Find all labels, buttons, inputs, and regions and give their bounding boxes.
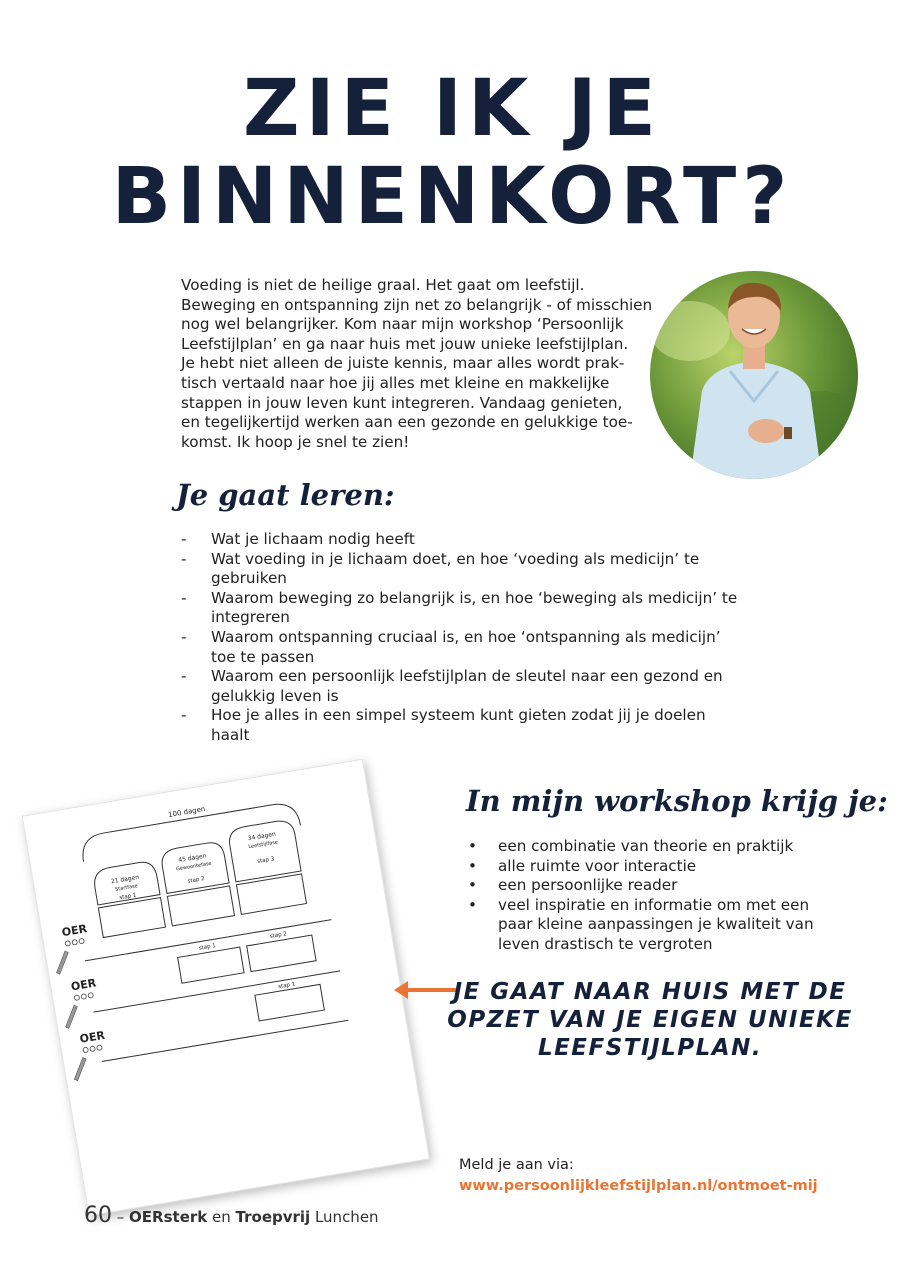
footer-connector: en (207, 1208, 236, 1226)
intro-line: nog wel belangrijker. Kom naar mijn workshop ‘Persoonlijk (181, 315, 624, 334)
worksheet-top-label: 100 dagen (167, 804, 206, 820)
callout-text (445, 978, 855, 1062)
dash-marker: - (181, 667, 187, 686)
bullet-marker: • (468, 895, 477, 914)
intro-line: tisch vertaald naar hoe jij alles met kleine en makkelijke (181, 373, 610, 392)
intro-line: Voeding is niet de heilige graal. Het gaat om leefstijl. (181, 276, 585, 294)
footer-separator: – (112, 1208, 130, 1226)
learn-heading: Je gaat leren: (176, 478, 395, 512)
worksheet-row-label: OER (78, 1028, 106, 1046)
list-item: - Waarom ontspanning cruciaal is, en hoe ‘ontspanning als medicijn’ toe te passen (181, 627, 721, 666)
list-item: - Hoe je alles in een simpel systeem kunt gieten zodat jij je doelen haalt (181, 706, 706, 744)
worksheet-phase-step: stap 3 (256, 856, 275, 865)
footer-suffix: Lunchen (310, 1208, 379, 1226)
dash-marker: - (181, 627, 187, 646)
intro-line: Leefstijlplan’ en ga naar huis met jouw unieke leefstijlplan. (181, 334, 629, 353)
list-item: - Waarom beweging zo belangrijk is, en hoe ‘beweging als medicijn’ te integreren (181, 588, 738, 627)
worksheet-phase-days: 45 dagen (177, 852, 208, 864)
intro-line: stappen in jouw leven kunt integreren. Vandaag genieten, (181, 393, 623, 412)
intro-line: komst. Ik hoop je snel te zien! (181, 432, 410, 451)
list-item: • een persoonlijke reader (468, 876, 678, 895)
worksheet-phase-name: Gewoontefase (175, 860, 213, 873)
bullet-marker: • (468, 837, 477, 855)
list-item: - Wat je lichaam nodig heeft (181, 530, 415, 548)
list-item: • een combinatie van theorie en praktijk (468, 837, 794, 855)
page-number: 60 (84, 1203, 112, 1228)
footer-brand-2: Troepvrij (235, 1208, 311, 1226)
worksheet-phase-name: Startfase (114, 883, 139, 893)
signup-label: Meld je aan via: (459, 1157, 574, 1173)
worksheet-phase-days: 21 dagen (110, 873, 140, 886)
worksheet-phase-step: stap 2 (187, 876, 206, 885)
list-item: • veel inspiratie en informatie om met een paar kleine aanpassingen je kwaliteit van leven drastisch te vergroten (468, 895, 814, 953)
worksheet-row-label: OER (69, 976, 98, 994)
bullet-marker: • (468, 856, 477, 875)
worksheet-phase-step: stap 1 (119, 892, 137, 902)
page-title-line-1: ZIE IK JE (243, 64, 662, 154)
worksheet-row-step: stap 1 (277, 981, 296, 991)
worksheet-row-step: stap 2 (269, 931, 288, 940)
intro-line: Beweging en ontspanning zijn net zo belangrijk - of misschien (181, 295, 653, 314)
signup-link[interactable]: www.persoonlijkleefstijlplan.nl/ontmoet-mij (459, 1178, 818, 1194)
list-item: - Wat voeding in je lichaam doet, en hoe ‘voeding als medicijn’ te gebruiken (181, 549, 700, 588)
worksheet-row-label: OER (60, 922, 89, 940)
dash-marker: - (181, 530, 187, 548)
callout-line: OPZET VAN JE EIGEN UNIEKE (447, 1007, 853, 1033)
bullet-marker: • (468, 876, 477, 895)
dash-marker: - (181, 706, 187, 725)
worksheet-row-step: stap 1 (198, 943, 217, 952)
workshop-heading: In mijn workshop krijg je: (466, 784, 888, 818)
dash-marker: - (181, 588, 187, 607)
intro-line: Je hebt niet alleen de juiste kennis, maar alles wordt prak- (181, 354, 625, 373)
worksheet-phase-days: 34 dagen (247, 830, 277, 843)
footer-brand-1: OERsterk (129, 1208, 208, 1226)
list-item: • alle ruimte voor interactie (468, 856, 697, 875)
intro-line: en tegelijkertijd werken aan een gezonde en gelukkige toe- (181, 413, 633, 432)
callout-line: LEEFSTIJLPLAN. (537, 1035, 763, 1061)
list-item: - Waarom een persoonlijk leefstijlplan de sleutel naar een gezond en gelukkig leven is (181, 667, 723, 705)
page-footer (84, 1203, 379, 1228)
worksheet-phase-name: Leefstijlfase (247, 839, 279, 851)
workshop-list (468, 837, 828, 955)
page-title-line-2: BINNENKORT? (111, 152, 794, 242)
dash-marker: - (181, 549, 187, 568)
callout-line: JE GAAT NAAR HUIS MET DE (453, 979, 847, 1005)
